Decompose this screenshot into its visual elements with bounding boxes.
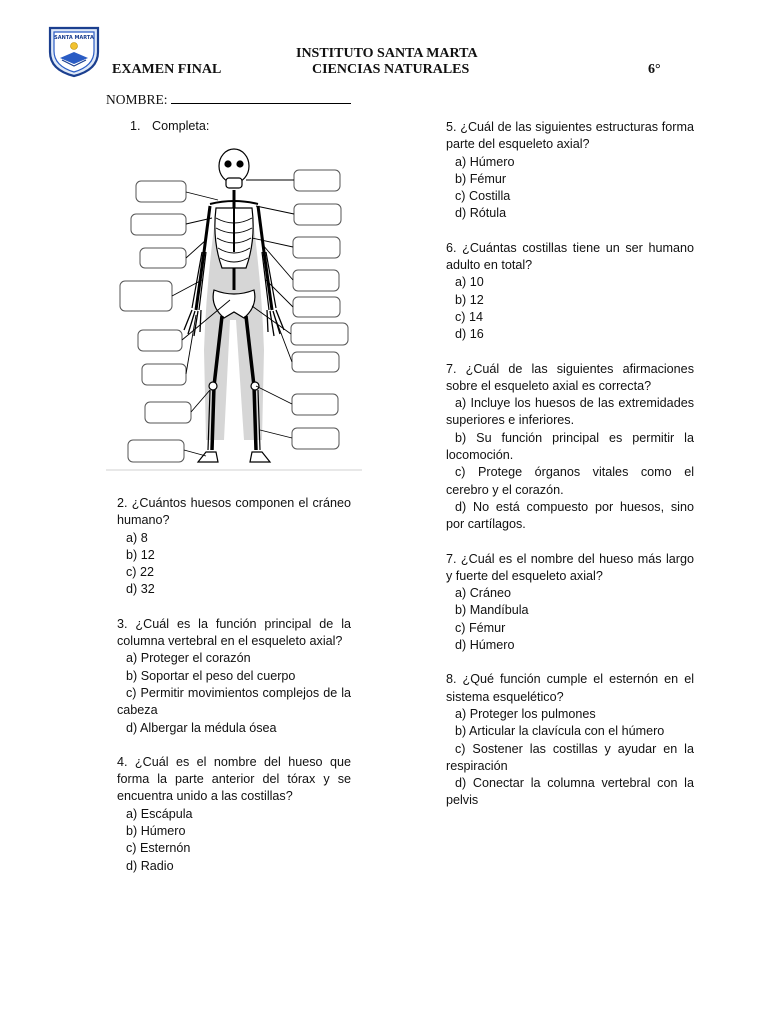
question-text: 6. ¿Cuántas costillas tiene un ser humano adulto en total? [446, 240, 694, 273]
question-7a [446, 361, 694, 534]
option-item: b) Húmero [126, 824, 186, 839]
option-item: a) Cráneo [455, 586, 512, 601]
question-text: 4. ¿Cuál es el nombre del hueso que forma la parte anterior del tórax y se encuentra unido a las costillas? [117, 754, 351, 804]
option-item: d) Húmero [455, 638, 515, 653]
option-item: b) Soportar el peso del cuerpo [126, 668, 296, 683]
question-text: 5. ¿Cuál de las siguientes estructuras forma parte del esqueleto axial? [446, 120, 694, 152]
question-1-number: 1. [130, 119, 141, 133]
option-item: b) Fémur [455, 171, 507, 186]
skeleton-diagram [106, 140, 368, 476]
question-2 [117, 495, 351, 599]
option-item: a) Escápula [126, 806, 193, 821]
option-item: c) Sostener las costillas y ayudar en la respiración [446, 741, 694, 773]
subject-title: CIENCIAS NATURALES [312, 62, 470, 77]
institute-name: INSTITUTO SANTA MARTA [296, 46, 478, 61]
school-logo-icon [46, 22, 102, 78]
question-6 [446, 240, 694, 344]
exam-title: EXAMEN FINAL [112, 62, 222, 77]
option-item: b) Articular la clavícula con el húmero [455, 724, 665, 739]
logo-text: SANTA MARTA [54, 35, 94, 41]
question-text: 8. ¿Qué función cumple el esternón en el sistema esquelético? [446, 672, 694, 704]
name-label: NOMBRE: [106, 92, 168, 107]
question-text: 7. ¿Cuál es el nombre del hueso más largo y fuerte del esqueleto axial? [446, 551, 694, 583]
option-item: c) Protege órganos vitales como el cerebro y el corazón. [446, 465, 694, 497]
option-item: b) Mandíbula [455, 603, 529, 618]
name-field [106, 92, 351, 108]
option-item: d) Albergar la médula ósea [126, 720, 277, 735]
option-item: b) Su función principal es permitir la locomoción. [446, 430, 694, 463]
question-3 [117, 616, 351, 737]
option-item: b) 12 [126, 547, 155, 562]
question-text: 2. ¿Cuántos huesos componen el cráneo humano? [117, 496, 351, 528]
question-7b [446, 551, 694, 655]
option-item: a) 8 [126, 530, 148, 545]
option-item: d) 32 [126, 582, 155, 597]
option-item: d) 16 [455, 327, 484, 342]
option-item: c) 22 [126, 565, 154, 580]
option-item: b) 12 [455, 292, 484, 307]
option-item: c) 14 [455, 309, 483, 324]
option-item: d) Conectar la columna vertebral con la pelvis [446, 776, 694, 808]
question-8 [446, 671, 694, 809]
question-1 [130, 118, 209, 135]
option-item: a) Húmero [455, 154, 515, 169]
question-text: 3. ¿Cuál es la función principal de la columna vertebral en el esqueleto axial? [117, 616, 351, 649]
option-item: d) No está compuesto por huesos, sino por cartílagos. [446, 499, 694, 532]
option-item: d) Rótula [455, 206, 507, 221]
option-item: a) Proteger el corazón [126, 651, 251, 666]
option-item: c) Costilla [455, 189, 511, 204]
option-item: d) Radio [126, 858, 174, 873]
grade-label: 6° [648, 62, 661, 77]
question-text: 7. ¿Cuál de las siguientes afirmaciones sobre el esqueleto axial es correcta? [446, 361, 694, 393]
option-item: a) Proteger los pulmones [455, 706, 596, 721]
option-item: a) Incluye los huesos de las extremidades superiores e inferiores. [446, 396, 694, 428]
right-question-column [446, 119, 694, 827]
option-item: c) Permitir movimientos complejos de la cabeza [117, 685, 351, 718]
question-4 [117, 754, 351, 875]
option-item: a) 10 [455, 275, 484, 290]
option-item: c) Fémur [455, 620, 506, 635]
question-1-text: Completa: [152, 119, 210, 133]
name-blank-line[interactable] [171, 93, 351, 104]
question-5 [446, 119, 694, 223]
option-item: c) Esternón [126, 841, 191, 856]
left-question-column [117, 495, 351, 892]
